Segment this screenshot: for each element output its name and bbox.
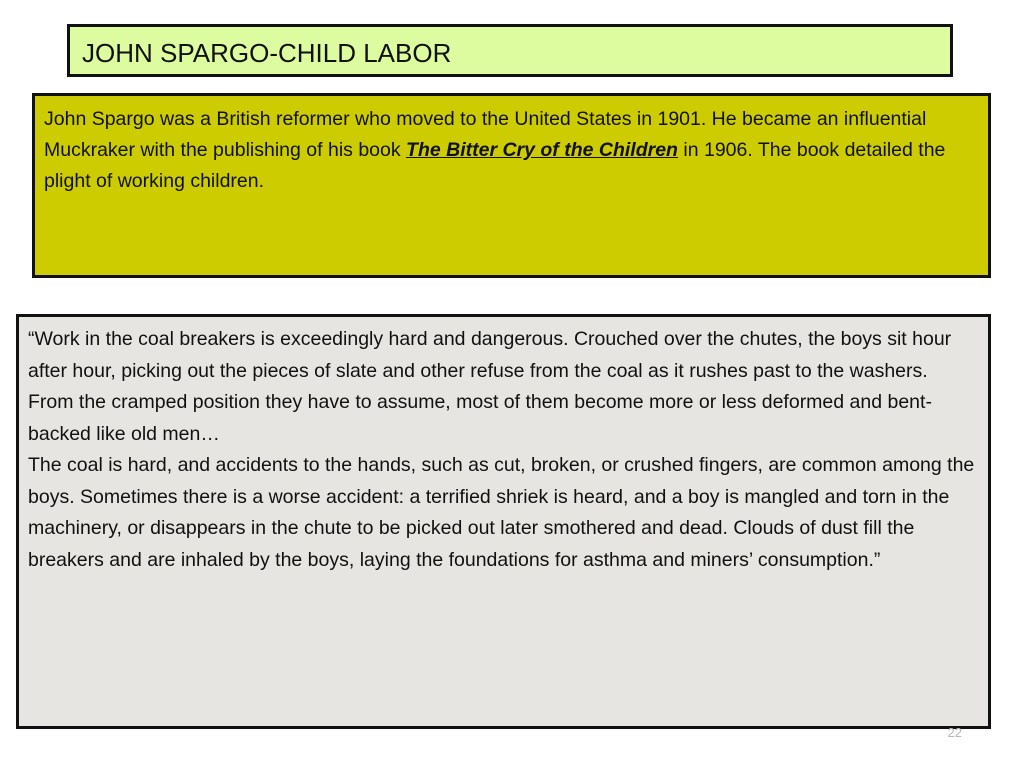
title-box [67,24,953,77]
slide-title: JOHN SPARGO-CHILD LABOR [82,38,452,68]
book-title: The Bitter Cry of the Children [406,139,678,161]
page-number: 22 [947,725,962,740]
intro-box [32,93,991,278]
intro-paragraph [44,104,974,197]
quote-box [16,314,991,729]
quote-body [28,324,978,576]
quote-paragraph-1: “Work in the coal breakers is exceedingly hard and dangerous. Crouched over the chutes, the boys sit hour after hour, picking out the pieces of slate and other refuse from the coal as it rushes past to the washers. From the cramped position they have to assume, most of them become more or less deformed and bent-backed like old men… [28,328,952,445]
quote-paragraph-2: The coal is hard, and accidents to the hands, such as cut, broken, or crushed fingers, are common among the boys. Sometimes there is a worse accident: a terrified shriek is heard, and a boy is mangled and torn in the machinery, or disappears in the chute to be picked out later smothered and dead. Clouds of dust fill the breakers and are inhaled by the boys, laying the foundations for asthma and miners’ consumption.” [28,454,975,571]
intro-text-before: John Spargo was a British reformer who moved to the United States in 1901. He became an influential Muckraker with the publishing of his book [44,108,927,161]
intro-text-after: in 1906. The book detailed the plight of working children. [44,139,946,192]
